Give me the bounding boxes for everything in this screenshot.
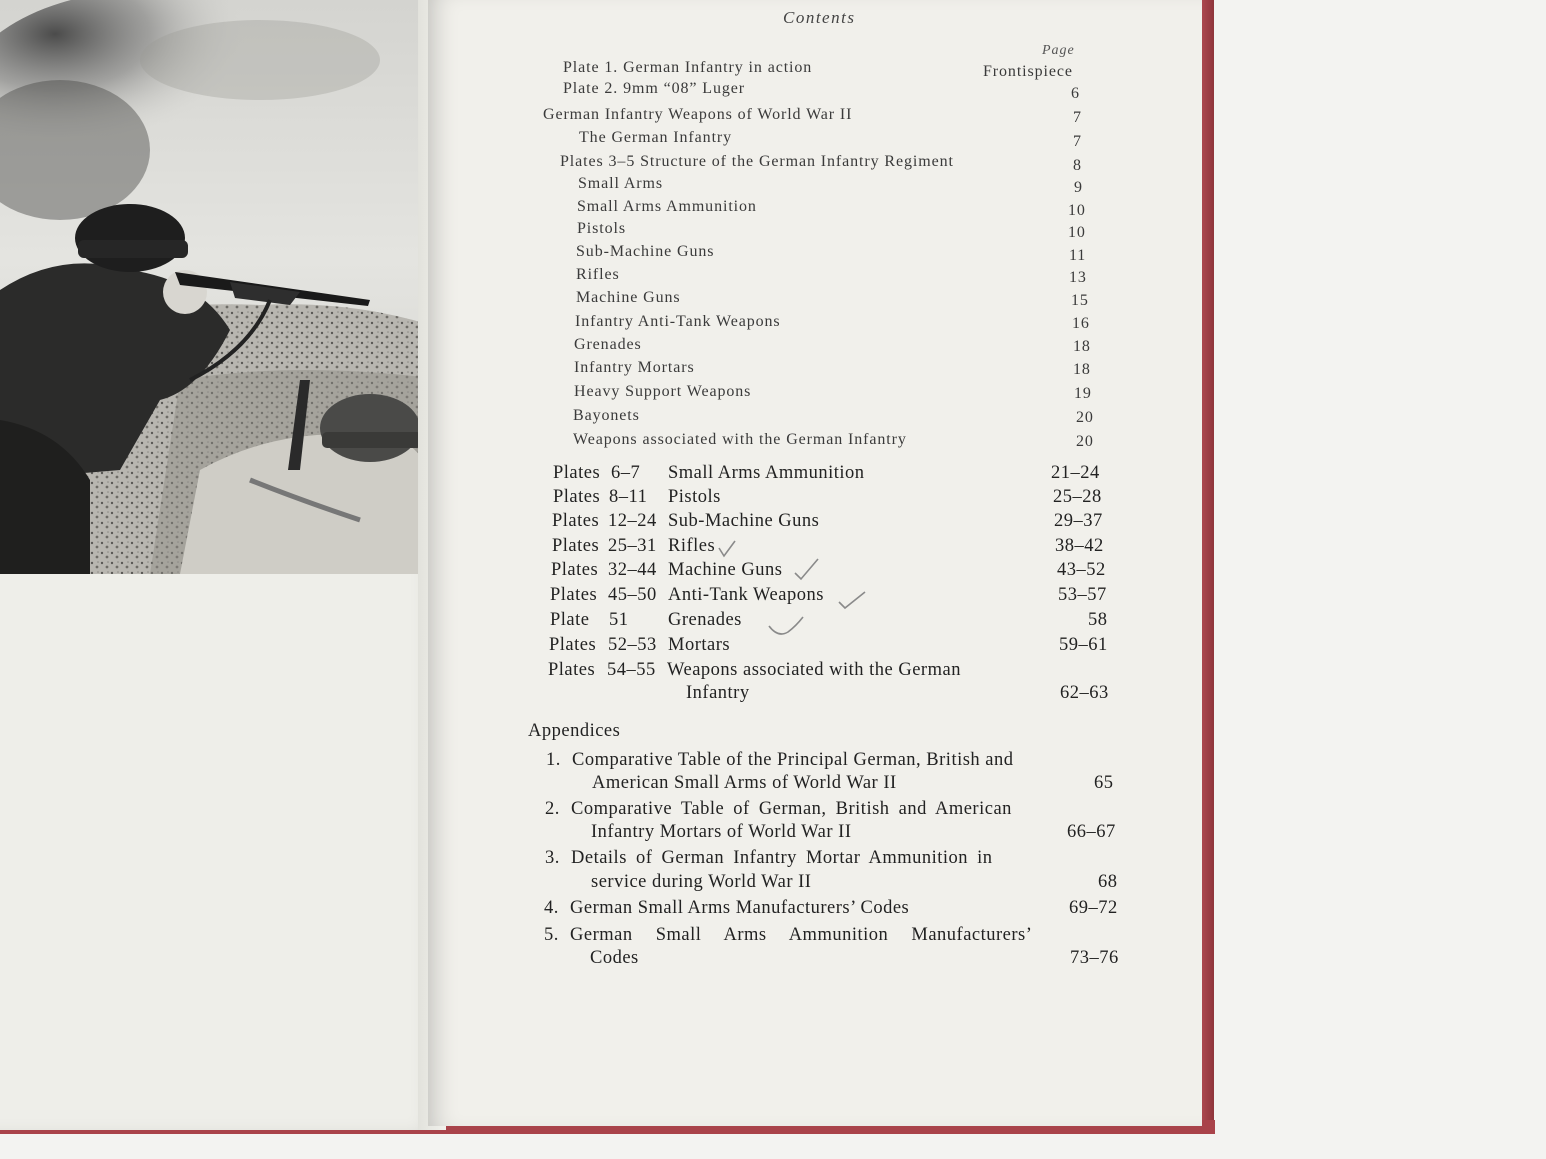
- plate-page: 62–63: [1060, 683, 1109, 703]
- plate-title: Rifles: [668, 536, 716, 556]
- plate-range: 45–50: [608, 585, 657, 605]
- plate-prefix: Plates: [552, 511, 600, 531]
- plate-page: 43–52: [1057, 560, 1106, 580]
- appendix-page: 66–67: [1067, 822, 1116, 842]
- plate-title: Pistols: [668, 487, 721, 507]
- contents-title: Contents: [783, 8, 856, 27]
- toc-section-page: 10: [1068, 224, 1086, 241]
- plate-range: 6–7: [611, 463, 641, 483]
- toc-section-label: Small Arms Ammunition: [577, 198, 757, 215]
- pencil-check-icon: [766, 614, 806, 640]
- toc-entry-page: 6: [1071, 85, 1080, 102]
- plate-range: 12–24: [608, 511, 657, 531]
- toc-section-page: 13: [1069, 269, 1087, 286]
- plate-title: Machine Guns: [668, 560, 783, 580]
- appendix-title: German Small Arms Ammunition Manufacturers’: [570, 925, 1033, 945]
- plate-title: Small Arms Ammunition: [668, 463, 865, 483]
- pencil-check-icon: [716, 538, 738, 560]
- toc-section-page: 18: [1073, 338, 1091, 355]
- plate-page: 38–42: [1055, 536, 1104, 556]
- appendix-page: 65: [1094, 773, 1114, 793]
- toc-section-page: 10: [1068, 202, 1086, 219]
- toc-section-page: 9: [1074, 179, 1083, 196]
- toc-section-page: 20: [1076, 409, 1094, 426]
- appendix-number: 1.: [546, 750, 561, 770]
- toc-entry-page: Frontispiece: [983, 63, 1073, 80]
- plate-prefix: Plates: [553, 487, 601, 507]
- toc-section-label: Infantry Anti-Tank Weapons: [575, 313, 781, 330]
- plate-page: 29–37: [1054, 511, 1103, 531]
- plate-range: 51: [609, 610, 629, 630]
- toc-section-label: Bayonets: [573, 407, 640, 424]
- appendix-page: 69–72: [1069, 898, 1118, 918]
- appendix-page: 68: [1098, 872, 1118, 892]
- plate-prefix: Plates: [548, 660, 596, 680]
- pencil-check-icon: [792, 555, 822, 583]
- toc-section-page: 16: [1072, 315, 1090, 332]
- plate-page: 59–61: [1059, 635, 1108, 655]
- plate-range: 25–31: [608, 536, 657, 556]
- plate-prefix: Plates: [552, 536, 600, 556]
- appendix-number: 4.: [544, 898, 559, 918]
- appendix-number: 3.: [545, 848, 560, 868]
- left-page: [0, 0, 440, 1130]
- plate-title: Anti-Tank Weapons: [668, 585, 824, 605]
- appendix-title: Comparative Table of the Principal German, British and: [572, 750, 1014, 770]
- plate-prefix: Plates: [551, 560, 599, 580]
- toc-entry-label: Plate 2. 9mm “08” Luger: [563, 80, 745, 97]
- pencil-check-icon: [836, 588, 868, 612]
- plate-title: Mortars: [668, 635, 731, 655]
- toc-section-page: 18: [1073, 361, 1091, 378]
- appendix-title-continued: Infantry Mortars of World War II: [591, 822, 852, 842]
- toc-entry-label: Plate 1. German Infantry in action: [563, 59, 813, 76]
- appendix-number: 5.: [544, 925, 559, 945]
- appendix-page: 73–76: [1070, 948, 1119, 968]
- plate-range: 54–55: [607, 660, 656, 680]
- appendix-title-continued: American Small Arms of World War II: [592, 773, 897, 793]
- toc-section-label: Machine Guns: [576, 289, 681, 306]
- toc-section-page: 20: [1076, 433, 1094, 450]
- toc-section-page: 11: [1069, 247, 1087, 264]
- book-cover-edge: [1200, 0, 1214, 1134]
- plate-prefix: Plates: [549, 635, 597, 655]
- toc-section-label: Grenades: [574, 336, 642, 353]
- toc-section-page: 7: [1073, 133, 1082, 150]
- photo-soldiers: [0, 0, 446, 574]
- toc-section-label: Infantry Mortars: [574, 359, 695, 376]
- appendix-title: Comparative Table of German, British and American: [571, 799, 1012, 819]
- toc-section-label: Plates 3–5 Structure of the German Infantry Regiment: [560, 153, 954, 170]
- toc-heading-page: 7: [1073, 109, 1082, 126]
- plate-title: Grenades: [668, 610, 742, 630]
- plate-prefix: Plates: [550, 585, 598, 605]
- toc-section-page: 15: [1071, 292, 1089, 309]
- plate-prefix: Plates: [553, 463, 601, 483]
- appendices-heading: Appendices: [528, 721, 621, 741]
- photo-illustration: [0, 0, 446, 574]
- toc-section-label: Small Arms: [578, 175, 664, 192]
- appendix-title-continued: service during World War II: [591, 872, 812, 892]
- plate-prefix: Plate: [550, 610, 590, 630]
- plate-range: 8–11: [609, 487, 648, 507]
- toc-section-label: The German Infantry: [579, 129, 733, 146]
- toc-section-label: Heavy Support Weapons: [574, 383, 752, 400]
- toc-section-label: Sub-Machine Guns: [576, 243, 715, 260]
- appendix-title: German Small Arms Manufacturers’ Codes: [570, 898, 910, 918]
- plate-page: 25–28: [1053, 487, 1102, 507]
- toc-section-page: 8: [1073, 157, 1082, 174]
- page-column-header: Page: [1042, 43, 1075, 58]
- plate-range: 52–53: [608, 635, 657, 655]
- toc-heading-label: German Infantry Weapons of World War II: [543, 106, 853, 123]
- plate-title: Weapons associated with the German: [667, 660, 961, 680]
- plate-page: 53–57: [1058, 585, 1107, 605]
- plate-page: 21–24: [1051, 463, 1100, 483]
- appendix-title-continued: Codes: [590, 948, 639, 968]
- plate-title-continued: Infantry: [686, 683, 750, 703]
- plate-range: 32–44: [608, 560, 657, 580]
- toc-section-label: Pistols: [577, 220, 626, 237]
- toc-section-label: Weapons associated with the German Infantry: [573, 431, 907, 448]
- appendix-title: Details of German Infantry Mortar Ammunition in: [571, 848, 993, 868]
- plate-page: 58: [1088, 610, 1108, 630]
- plate-title: Sub-Machine Guns: [668, 511, 820, 531]
- toc-section-label: Rifles: [576, 266, 620, 283]
- toc-section-page: 19: [1074, 385, 1092, 402]
- appendix-number: 2.: [545, 799, 560, 819]
